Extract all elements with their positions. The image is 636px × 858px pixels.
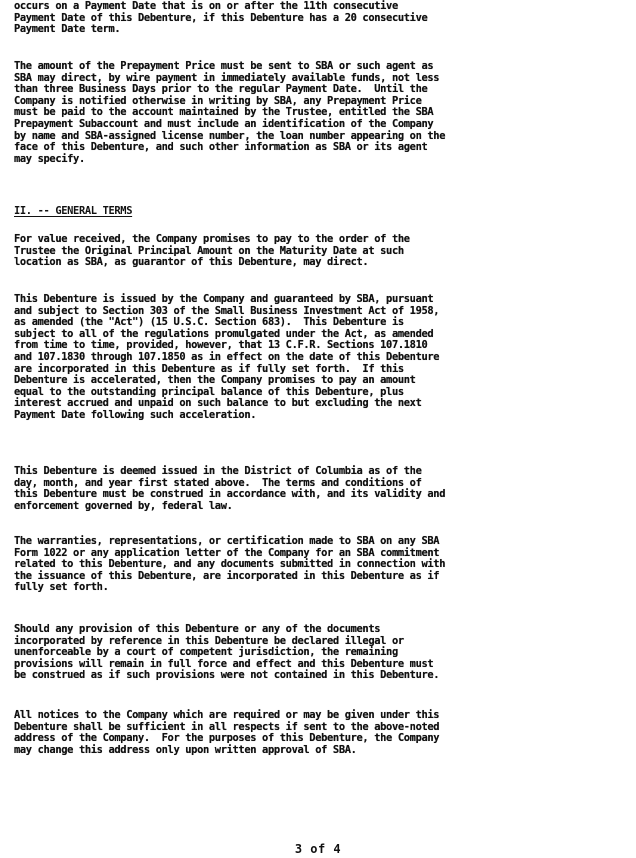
section-heading: II. -- GENERAL TERMS bbox=[14, 205, 133, 217]
paragraph-warranties: The warranties, representations, or certification made to SBA on any SBA Form 1022 or any application letter of the Company for an SBA commitment related to this Debenture, and any documents submitted in connection with the issuance of this Debenture, are incorporated in this Debenture as if fully set forth. bbox=[14, 535, 446, 594]
paragraph-severability: Should any provision of this Debenture or any of the documents incorporated by reference in this Debenture be declared illegal or unenforceable by a court of competent jurisdiction, the remaining provisions will remain in full force and effect and this Debenture must be construed as if such provisions were not contained in this Debenture. bbox=[14, 623, 440, 682]
paragraph-notices: All notices to the Company which are required or may be given under this Debenture shall be sufficient in all respects if sent to the above-noted address of the Company. For the purposes of this Debenture, the Company may change this address only upon written approval of SBA. bbox=[14, 709, 440, 756]
page-number: 3 of 4 bbox=[294, 842, 342, 856]
paragraph-value-received: For value received, the Company promises to pay to the order of the Trustee the Original Principal Amount on the Maturity Date at such location as SBA, as guarantor of this Debenture, may direct. bbox=[14, 233, 410, 269]
paragraph-jurisdiction: This Debenture is deemed issued in the District of Columbia as of the day, month, and year first stated above. The terms and conditions of this Debenture must be construed in accordance with, and its validity and enforcement governed by, federal law. bbox=[14, 465, 446, 512]
paragraph-prepayment-price: The amount of the Prepayment Price must be sent to SBA or such agent as SBA may direct, by wire payment in immediately available funds, not less than three Business Days prior to the regular Payment Date. Until the Company is notified otherwise in writing by SBA, any Prepayment Price must be paid to the account maintained by the Trustee, entitled the SBA Prepayment Subaccount and must include an identification of the Company by name and SBA-assigned license number, the loan number appearing on the face of this Debenture, and such other information as SBA or its agent may specify. bbox=[14, 60, 446, 165]
paragraph-prepayment-timing: occurs on a Payment Date that is on or after the 11th consecutive Payment Date of this Debenture, if this Debenture has a 20 consecutive Payment Date term. bbox=[14, 0, 428, 36]
paragraph-issuance: This Debenture is issued by the Company and guaranteed by SBA, pursuant and subject to Section 303 of the Small Business Investment Act of 1958, as amended (the "Act") (15 U.S.C. Section 683). This Debenture is subject to all of the regulations promulgated under the Act, as amended from time to time, provided, however, that 13 C.F.R. Sections 107.1810 and 107.1830 through 107.1850 as in effect on the date of this Debenture are incorporated in this Debenture as if fully set forth. If this Debenture is accelerated, then the Company promises to pay an amount equal to the outstanding principal balance of this Debenture, plus interest accrued and unpaid on such balance to but excluding the next Payment Date following such acceleration. bbox=[14, 293, 440, 421]
